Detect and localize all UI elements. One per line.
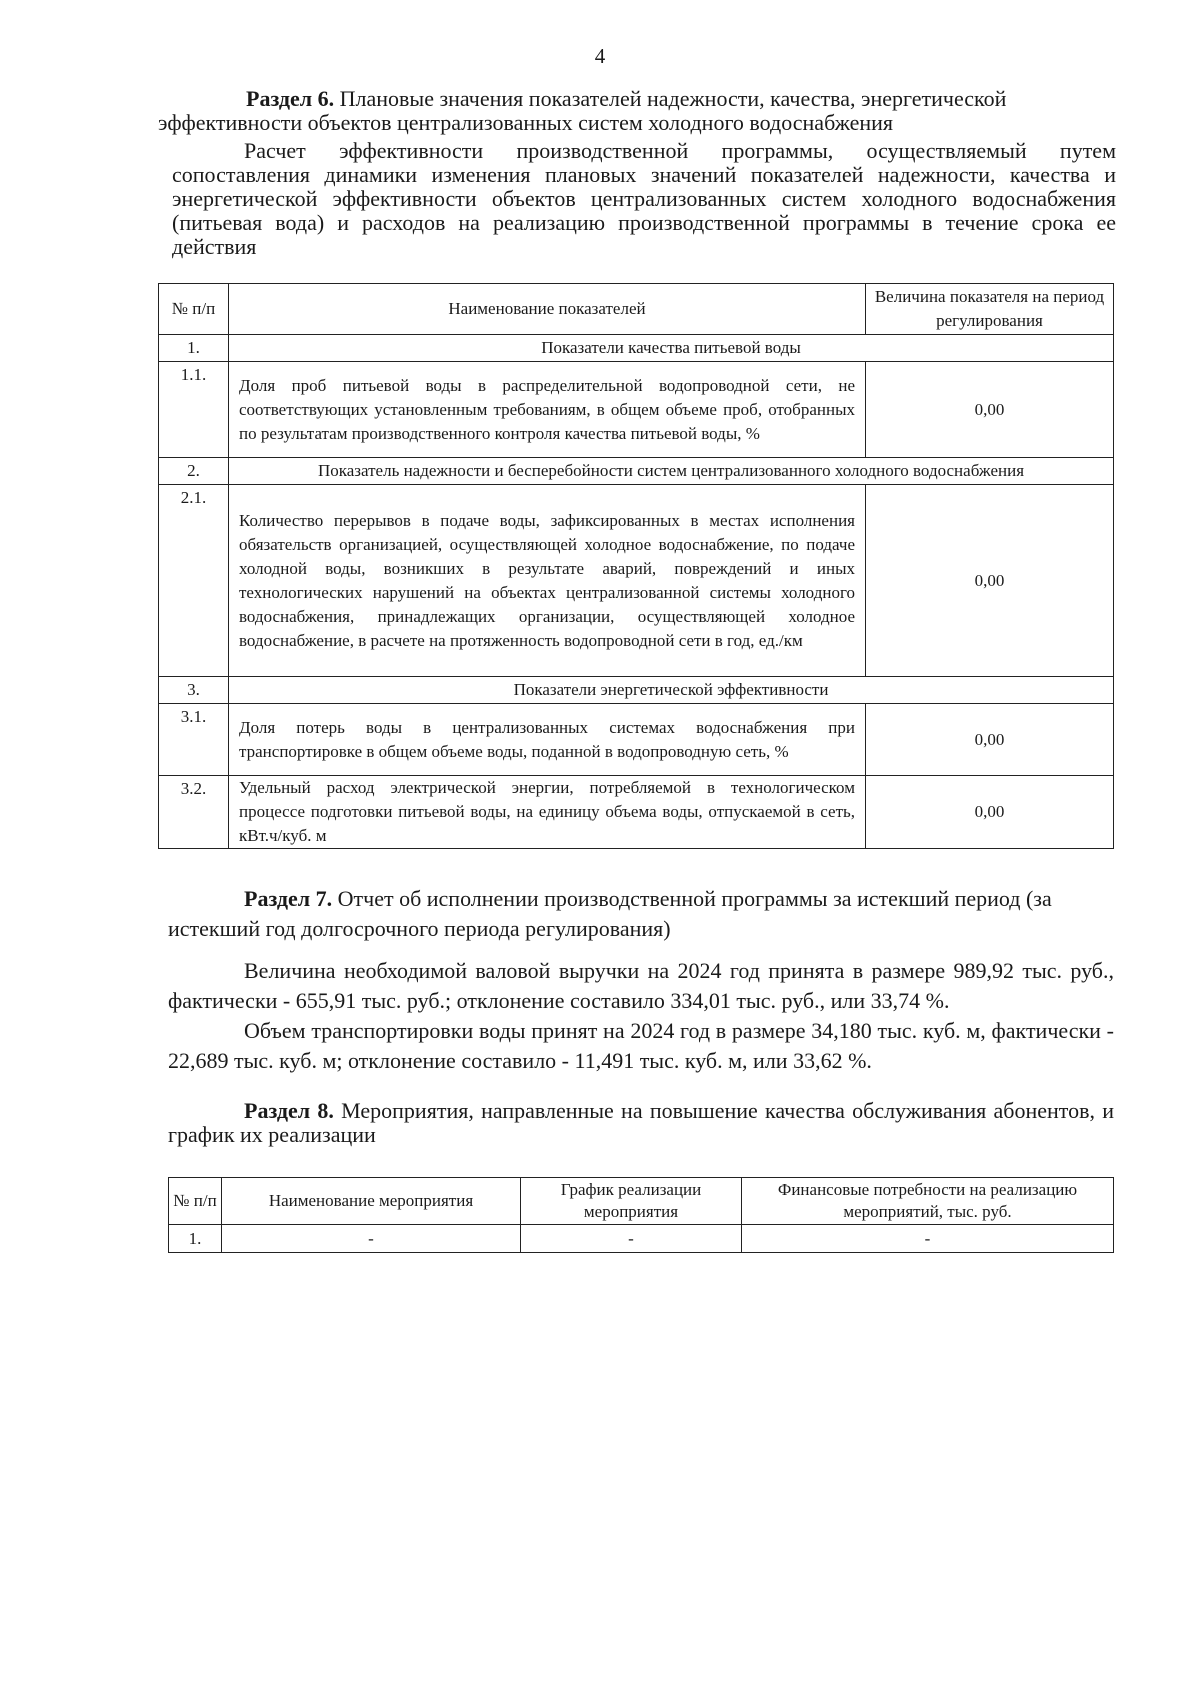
measures-table bbox=[168, 1177, 1114, 1253]
header-finance: Финансовые потребности на реализацию мероприятий, тыс. руб. bbox=[742, 1178, 1114, 1225]
section8-title: Мероприятия, направленные на повышение качества обслуживания абонентов, и график их реализации bbox=[168, 1098, 1115, 1147]
row-value: 0,00 bbox=[866, 704, 1114, 776]
section8-label: Раздел 8. bbox=[244, 1098, 334, 1123]
row-finance: - bbox=[742, 1225, 1114, 1253]
group-title: Показатели энергетической эффективности bbox=[229, 677, 1114, 704]
table-row bbox=[159, 704, 1114, 776]
header-name: Наименование показателей bbox=[229, 284, 866, 335]
group-num: 3. bbox=[159, 677, 229, 704]
row-value: 0,00 bbox=[866, 776, 1114, 849]
row-value: 0,00 bbox=[866, 485, 1114, 677]
row-schedule: - bbox=[521, 1225, 742, 1253]
section7-label: Раздел 7. bbox=[244, 886, 333, 911]
row-num: 3.1. bbox=[159, 704, 229, 776]
row-name: Доля проб питьевой воды в распределительной водопроводной сети, не соответствующих установленным требованиям, в общем объеме проб, отобранных по результатам производственного контроля качества питьевой воды, % bbox=[229, 362, 866, 458]
group-row bbox=[159, 677, 1114, 704]
revenue-paragraph: Величина необходимой валовой выручки на 2024 год принята в размере 989,92 тыс. руб., фактически - 655,91 тыс. руб.; отклонение составило 334,01 тыс. руб., или 33,74 %. bbox=[168, 958, 1114, 1013]
header-value: Величина показателя на период регулирования bbox=[866, 284, 1114, 335]
section7-title: Отчет об исполнении производственной программы за истекший период (за истекший год долгосрочного периода регулирования) bbox=[168, 886, 1052, 941]
section7-heading bbox=[168, 884, 1114, 944]
section6-heading bbox=[158, 87, 1113, 135]
row-name: Доля потерь воды в централизованных системах водоснабжения при транспортировке в общем объеме воды, поданной в водопроводную сеть, % bbox=[229, 704, 866, 776]
group-title: Показатель надежности и бесперебойности систем централизованного холодного водоснабжения bbox=[229, 458, 1114, 485]
group-num: 1. bbox=[159, 335, 229, 362]
volume-paragraph: Объем транспортировки воды принят на 2024 год в размере 34,180 тыс. куб. м, фактически - 22,689 тыс. куб. м; отклонение составило - 11,491 тыс. куб. м, или 33,62 %. bbox=[168, 1018, 1114, 1073]
row-name: Количество перерывов в подаче воды, зафиксированных в местах исполнения обязательств организацией, осуществляющей холодное водоснабжение, по подаче холодной воды, возникших в результате аварий, повреждений и иных технологических нарушений на объектах централизованной системы холодного водоснабжения, принадлежащих организации, осуществляющей холодное водоснабжение, в расчете на протяженность водопроводной сети в год, ед./км bbox=[229, 485, 866, 677]
header-num: № п/п bbox=[159, 284, 229, 335]
group-num: 2. bbox=[159, 458, 229, 485]
row-value: 0,00 bbox=[866, 362, 1114, 458]
section6-title: Плановые значения показателей надежности, качества, энергетической эффективности объектов централизованных систем холодного водоснабжения bbox=[158, 86, 1007, 135]
group-row bbox=[159, 458, 1114, 485]
section8-heading bbox=[168, 1099, 1114, 1147]
group-title: Показатели качества питьевой воды bbox=[229, 335, 1114, 362]
header-num: № п/п bbox=[169, 1178, 222, 1225]
table-header-row bbox=[169, 1178, 1114, 1225]
row-name: - bbox=[222, 1225, 521, 1253]
table-row bbox=[159, 362, 1114, 458]
table-row bbox=[159, 485, 1114, 677]
header-name: Наименование мероприятия bbox=[222, 1178, 521, 1225]
section6-label: Раздел 6. bbox=[246, 86, 335, 111]
row-num: 1.1. bbox=[159, 362, 229, 458]
page-number: 4 bbox=[594, 44, 606, 68]
row-num: 3.2. bbox=[159, 776, 229, 849]
row-name: Удельный расход электрической энергии, потребляемой в технологическом процессе подготовки питьевой воды, на единицу объема воды, отпускаемой в сеть, кВт.ч/куб. м bbox=[229, 776, 866, 849]
header-schedule: График реализации мероприятия bbox=[521, 1178, 742, 1225]
table-row bbox=[169, 1225, 1114, 1253]
section6-description: Расчет эффективности производственной программы, осуществляемый путем сопоставления динамики изменения плановых значений показателей надежности, качества и энергетической эффективности объектов централизованных систем холодного водоснабжения (питьевая вода) и расходов на реализацию производственной программы в течение срока ее действия bbox=[172, 138, 1116, 259]
indicators-table bbox=[158, 283, 1114, 849]
table-header-row bbox=[159, 284, 1114, 335]
table-row bbox=[159, 776, 1114, 849]
row-num: 2.1. bbox=[159, 485, 229, 677]
group-row bbox=[159, 335, 1114, 362]
row-num: 1. bbox=[169, 1225, 222, 1253]
